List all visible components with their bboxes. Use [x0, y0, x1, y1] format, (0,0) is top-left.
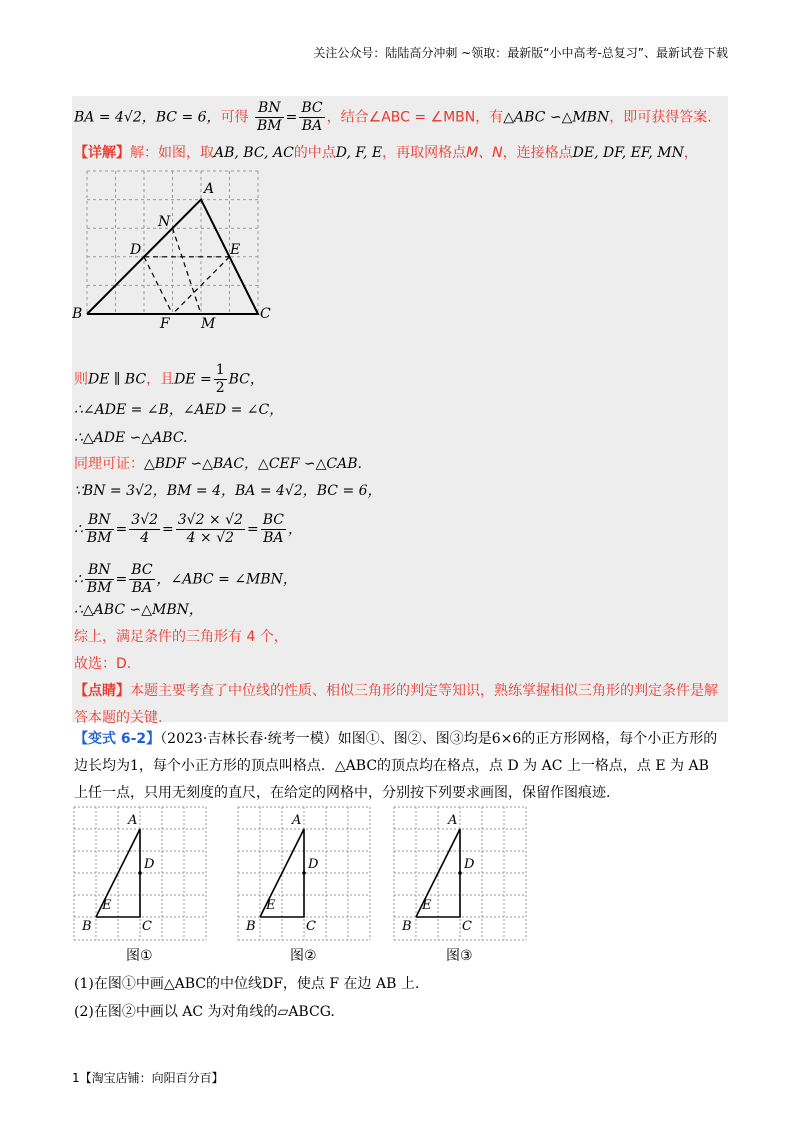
fig1-label-c: C: [142, 919, 152, 934]
problem-text: （2023·吉林长春·统考一模）如图①、图②、图③均是6×6的正方形网格，每个小正方形的边长均为1，每个小正方形的顶点叫格点．△ABC的顶点均在格点，点 D 为 AC 上一格点，点 E 为 AB 上任一点，只用无刻度的直尺，在给定的网格中，分别按下列要求画图，保留作图痕迹.: [74, 731, 718, 801]
page-footer: 1【淘宝店铺：向阳百分百】: [72, 1071, 224, 1085]
comment-text: 本题主要考查了中位线的性质、相似三角形的判定等知识，熟练掌握相似三角形的判定条件是解答本题的关键.: [74, 683, 718, 726]
figure-2: [238, 807, 370, 940]
question-2: (2)在图②中画以 AC 为对角线的▱ABCG.: [74, 1004, 335, 1020]
fig1-label-d: D: [144, 857, 155, 872]
step-7-frac-1: $\frac{BN}{BM}$: [86, 562, 112, 596]
detail-text2: 的中点: [293, 145, 336, 161]
caption-fig2: 图②: [290, 948, 317, 964]
step-4: [74, 454, 362, 474]
step-10: 故选：D.: [74, 656, 132, 672]
fig3-label-b: B: [402, 919, 412, 934]
step-6-frac-2: $\frac{3√2}{4}$: [131, 512, 159, 546]
detail-end: ，: [683, 145, 698, 161]
caption-fig1: 图①: [126, 948, 153, 964]
step-8: ∴△ABC ∽△MBN，: [74, 602, 203, 618]
label-m: M: [201, 316, 216, 332]
label-e: E: [230, 242, 241, 258]
fig1-label-b: B: [82, 919, 92, 934]
label-a: A: [204, 181, 215, 197]
analysis-given: BA = 4√2，BC = 6，: [74, 109, 221, 126]
page-header: 关注公众号：陆陆高分冲刺 ~领取：最新版“小中高考-总复习”、最新试卷下载: [313, 46, 728, 60]
label-n: N: [158, 214, 171, 230]
fig2-label-e: E: [266, 898, 276, 913]
caption-fig3: 图③: [446, 948, 473, 964]
fig2-label-d: D: [308, 857, 319, 872]
analysis-text-2: ，结合∠ABC = ∠MBN，有: [326, 109, 504, 126]
detail-mids: D, F, E: [335, 145, 383, 161]
analysis-line: BA = 4√2，BC = 6，可得 $\frac{BN}{BM}$ = $\frac{BC}{BA}$ ，结合∠ABC = ∠MBN，有△ABC ∽△MBN，即可获得答案.: [74, 100, 712, 134]
figure-3: [394, 807, 526, 940]
analysis-similar: △ABC ∽△MBN: [503, 109, 610, 126]
problem-block: [74, 726, 726, 807]
step-1-de: DE =: [174, 371, 212, 388]
fig3-label-d: D: [464, 857, 475, 872]
step-6-frac-4: $\frac{BC}{BA}$: [262, 512, 284, 546]
step-6-frac-1: $\frac{BN}{BM}$: [86, 512, 112, 546]
main-geometry-figure: [72, 166, 272, 332]
detail-grid-points: M、N: [466, 145, 503, 161]
fraction-bn-bm: $\frac{BN}{BM}$: [257, 100, 282, 134]
label-b: B: [72, 306, 83, 322]
fig3-label-a: A: [448, 813, 458, 828]
step-6-end: ，: [287, 521, 302, 538]
step-1-bc: BC，: [228, 371, 264, 388]
problem-tag: 【变式 6-2】: [74, 731, 161, 747]
comment-tag: 【点睛】: [74, 683, 130, 699]
step-6: ∴ $\frac{BN}{BM}$ = $\frac{3√2}{4}$ = $\frac{3√2 \times √2}{4 \times √2}$ = $\frac{BC}{BA}$ ，: [74, 512, 302, 546]
step-3: ∴△ADE ∽△ABC.: [74, 430, 188, 446]
detail-tag: 【详解】: [74, 145, 130, 161]
step-4-similar: △BDF ∽△BAC，△CEF ∽△CAB.: [144, 456, 362, 472]
step-7: ∴ $\frac{BN}{BM}$ = $\frac{BC}{BA}$ ，∠ABC = ∠MBN，: [74, 562, 297, 596]
step-9: 综上，满足条件的三角形有 4 个，: [74, 629, 288, 645]
step-1-parallel: DE ∥ BC: [88, 371, 147, 388]
step-4-text: 同理可证：: [74, 456, 144, 472]
step-1-text2: ，且: [146, 371, 175, 388]
detail-segments: DE, DF, EF, MN: [572, 145, 684, 161]
fig2-label-b: B: [246, 919, 256, 934]
analysis-end: ，即可获得答案.: [609, 109, 712, 126]
question-1: (1)在图①中画△ABC的中位线DF，使点 F 在边 AB 上.: [74, 976, 420, 992]
label-f: F: [160, 316, 170, 332]
fraction-one-half: $\frac{1}{2}$: [215, 362, 225, 396]
step-7-end: ，∠ABC = ∠MBN，: [156, 571, 297, 588]
small-figures: [72, 802, 732, 967]
label-d: D: [130, 242, 142, 258]
step-1: [74, 362, 264, 397]
step-6-therefore: ∴: [74, 521, 83, 538]
step-1-text: 则: [74, 371, 88, 388]
detail-points: AB, BC, AC: [214, 145, 294, 161]
step-5: ∵BN = 3√2，BM = 4，BA = 4√2，BC = 6，: [74, 483, 382, 499]
fig2-label-c: C: [306, 919, 316, 934]
detail-text4: ，连接格点: [502, 145, 573, 161]
comment-block: [74, 678, 726, 732]
detail-text3: ，再取网格点: [382, 145, 467, 161]
figure-1: [74, 807, 206, 940]
step-2: ∴∠ADE = ∠B，∠AED = ∠C，: [74, 402, 284, 418]
detail-text: 解：如图，取: [130, 145, 214, 161]
label-c: C: [260, 306, 271, 322]
step-7-therefore: ∴: [74, 571, 83, 588]
step-7-frac-2: $\frac{BC}{BA}$: [131, 562, 153, 596]
fraction-bc-ba: $\frac{BC}{BA}$: [301, 100, 323, 134]
fig1-label-e: E: [102, 898, 112, 913]
detail-line: [74, 143, 698, 163]
step-6-frac-3: $\frac{3√2 \times √2}{4 \times √2}$: [177, 512, 243, 546]
fig2-label-a: A: [292, 813, 302, 828]
fig1-label-a: A: [128, 813, 138, 828]
fig3-label-e: E: [422, 898, 432, 913]
analysis-text: 可得: [220, 109, 249, 126]
fig3-label-c: C: [462, 919, 472, 934]
dashed-segments: [144, 228, 230, 314]
